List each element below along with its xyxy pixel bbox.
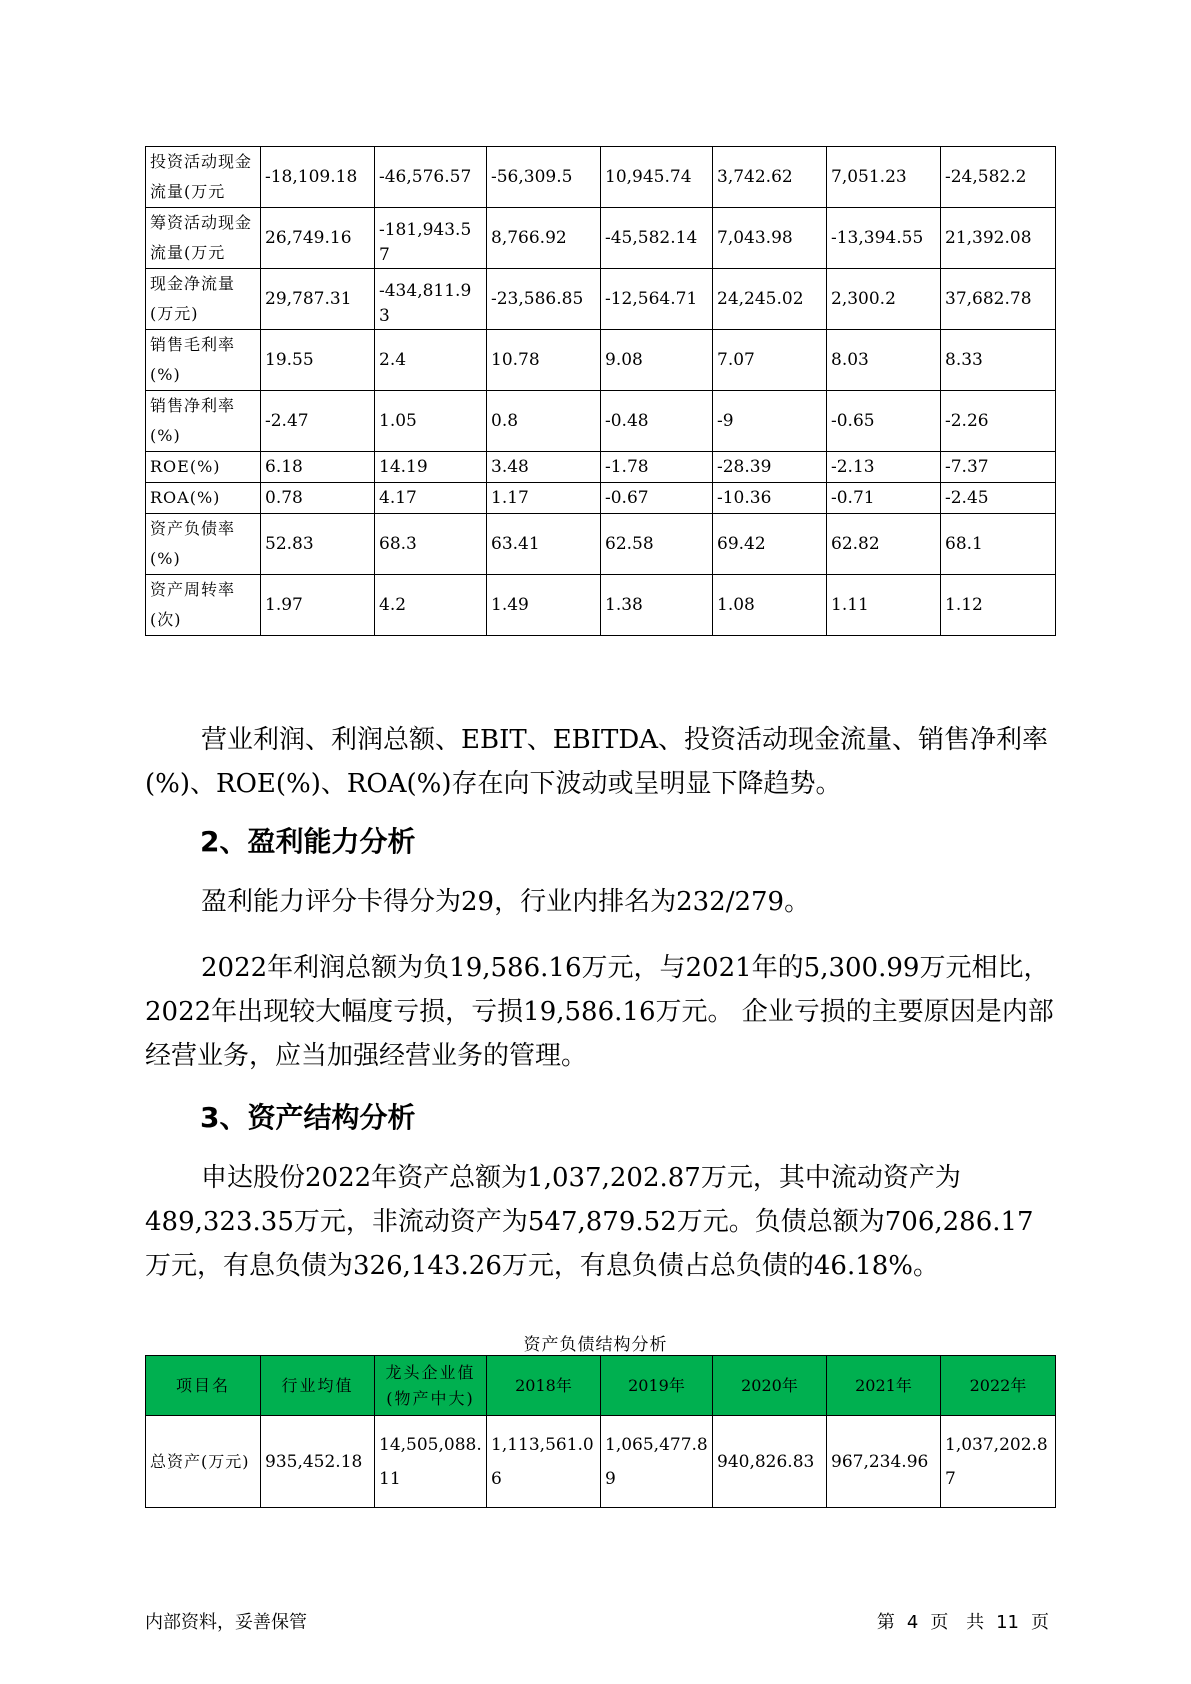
table-cell: -0.67 (601, 483, 713, 514)
row-label: ROE(%) (146, 452, 261, 483)
table-cell: -9 (713, 391, 827, 452)
table-cell: -2.47 (261, 391, 375, 452)
table-cell: 3,742.62 (713, 147, 827, 208)
table-row (146, 452, 1056, 483)
table-cell: 8,766.92 (487, 208, 601, 269)
column-header: 2018年 (487, 1356, 601, 1416)
row-label: 资产负债率(%) (146, 514, 261, 575)
table-cell: 3.48 (487, 452, 601, 483)
table-cell: 7,051.23 (827, 147, 941, 208)
table-cell: -7.37 (941, 452, 1056, 483)
table-cell: -1.78 (601, 452, 713, 483)
table-cell: -434,811.93 (375, 269, 487, 330)
table-cell: -56,309.5 (487, 147, 601, 208)
table-cell: 6.18 (261, 452, 375, 483)
balance-sheet-structure-table (145, 1355, 1056, 1508)
footer-confidential-note: 内部资料，妥善保管 (145, 1612, 307, 1633)
column-header: 龙头企业值(物产中大) (375, 1356, 487, 1416)
score-paragraph: 盈利能力评分卡得分为29，行业内排名为232/279。 (201, 887, 811, 917)
table-cell: 68.1 (941, 514, 1056, 575)
trend-paragraph: 营业利润、利润总额、EBIT、EBITDA、投资活动现金流量、销售净利率(%)、ROE(%)、ROA(%)存在向下波动或呈明显下降趋势。 (145, 725, 1049, 799)
column-header: 2022年 (941, 1356, 1056, 1416)
table-cell: -10.36 (713, 483, 827, 514)
table-cell: 1,113,561.06 (487, 1416, 601, 1508)
table-cell: 0.78 (261, 483, 375, 514)
column-header: 2019年 (601, 1356, 713, 1416)
table-row (146, 514, 1056, 575)
total-pages: 11 (996, 1612, 1019, 1633)
table-cell: 967,234.96 (827, 1416, 941, 1508)
row-label: 销售净利率(%) (146, 391, 261, 452)
table-cell: 8.03 (827, 330, 941, 391)
table-cell: -12,564.71 (601, 269, 713, 330)
financial-indicators-table (145, 146, 1056, 636)
page-number: 4 (906, 1612, 919, 1633)
table-row (146, 391, 1056, 452)
table-cell: 7,043.98 (713, 208, 827, 269)
table-cell: 69.42 (713, 514, 827, 575)
table-cell: 14.19 (375, 452, 487, 483)
table-cell: -2.13 (827, 452, 941, 483)
profit-paragraph: 2022年利润总额为负19,586.16万元，与2021年的5,300.99万元相比，2022年出现较大幅度亏损，亏损19,586.16万元。 企业亏损的主要原因是内部经营业务，应当加强经营业务的管理。 (145, 953, 1054, 1071)
table-cell: 1,037,202.87 (941, 1416, 1056, 1508)
table-cell: -18,109.18 (261, 147, 375, 208)
page-prefix: 第 (876, 1612, 895, 1633)
row-label: 筹资活动现金流量(万元 (146, 208, 261, 269)
table-cell: -0.71 (827, 483, 941, 514)
row-label: 现金净流量(万元) (146, 269, 261, 330)
table-cell: 4.17 (375, 483, 487, 514)
table-cell: 14,505,088.11 (375, 1416, 487, 1508)
table-cell: 7.07 (713, 330, 827, 391)
total-prefix: 共 (966, 1612, 985, 1633)
table-cell: 29,787.31 (261, 269, 375, 330)
table-cell: 63.41 (487, 514, 601, 575)
table-row (146, 208, 1056, 269)
table-cell: 1.17 (487, 483, 601, 514)
table-cell: 24,245.02 (713, 269, 827, 330)
table-row (146, 330, 1056, 391)
table-cell: 4.2 (375, 575, 487, 636)
table-cell: 62.82 (827, 514, 941, 575)
total-unit: 页 (1031, 1612, 1049, 1633)
row-label: ROA(%) (146, 483, 261, 514)
table-cell: 8.33 (941, 330, 1056, 391)
table-cell: 68.3 (375, 514, 487, 575)
table-cell: 1.12 (941, 575, 1056, 636)
section-heading-profitability: 2、盈利能力分析 (200, 825, 416, 858)
table-cell: -0.48 (601, 391, 713, 452)
table-cell: -28.39 (713, 452, 827, 483)
table-cell: -2.26 (941, 391, 1056, 452)
table-cell: 1.38 (601, 575, 713, 636)
table-cell: 52.83 (261, 514, 375, 575)
column-header: 2021年 (827, 1356, 941, 1416)
table-row (146, 575, 1056, 636)
table-cell: 10.78 (487, 330, 601, 391)
assets-paragraph: 申达股份2022年资产总额为1,037,202.87万元，其中流动资产为489,323.35万元，非流动资产为547,879.52万元。负债总额为706,286.17万元，有息负债为326,143.26万元，有息负债占总负债的46.18%。 (145, 1163, 1034, 1281)
row-label: 投资活动现金流量(万元 (146, 147, 261, 208)
column-header: 行业均值 (261, 1356, 375, 1416)
table-cell: 19.55 (261, 330, 375, 391)
table-cell: -13,394.55 (827, 208, 941, 269)
row-label: 资产周转率(次) (146, 575, 261, 636)
table-cell: 9.08 (601, 330, 713, 391)
table-row (146, 1416, 1056, 1508)
table-cell: 1,065,477.89 (601, 1416, 713, 1508)
table-cell: 0.8 (487, 391, 601, 452)
table-row (146, 147, 1056, 208)
table-cell: 1.97 (261, 575, 375, 636)
table-cell: -46,576.57 (375, 147, 487, 208)
column-header: 2020年 (713, 1356, 827, 1416)
table-cell: -23,586.85 (487, 269, 601, 330)
table-cell: 37,682.78 (941, 269, 1056, 330)
row-label: 总资产(万元) (146, 1416, 261, 1508)
section-heading-asset-structure: 3、资产结构分析 (200, 1101, 416, 1134)
page-unit: 页 (930, 1612, 949, 1633)
table-cell: 935,452.18 (261, 1416, 375, 1508)
table-cell: 2,300.2 (827, 269, 941, 330)
table-cell: 1.05 (375, 391, 487, 452)
table-row (146, 269, 1056, 330)
table-cell: 26,749.16 (261, 208, 375, 269)
table-cell: -24,582.2 (941, 147, 1056, 208)
table-cell: 1.11 (827, 575, 941, 636)
table-cell: -181,943.57 (375, 208, 487, 269)
table-cell: 10,945.74 (601, 147, 713, 208)
table-row (146, 483, 1056, 514)
table-caption: 资产负债结构分析 (523, 1335, 668, 1355)
table-cell: 1.49 (487, 575, 601, 636)
table-cell: 21,392.08 (941, 208, 1056, 269)
table-cell: -45,582.14 (601, 208, 713, 269)
table-cell: 940,826.83 (713, 1416, 827, 1508)
table-cell: 62.58 (601, 514, 713, 575)
table-cell: 2.4 (375, 330, 487, 391)
footer-page-indicator (871, 1608, 1055, 1634)
table-header-row (146, 1356, 1056, 1416)
table-cell: -0.65 (827, 391, 941, 452)
table-cell: 1.08 (713, 575, 827, 636)
column-header: 项目名 (146, 1356, 261, 1416)
row-label: 销售毛利率(%) (146, 330, 261, 391)
table-cell: -2.45 (941, 483, 1056, 514)
